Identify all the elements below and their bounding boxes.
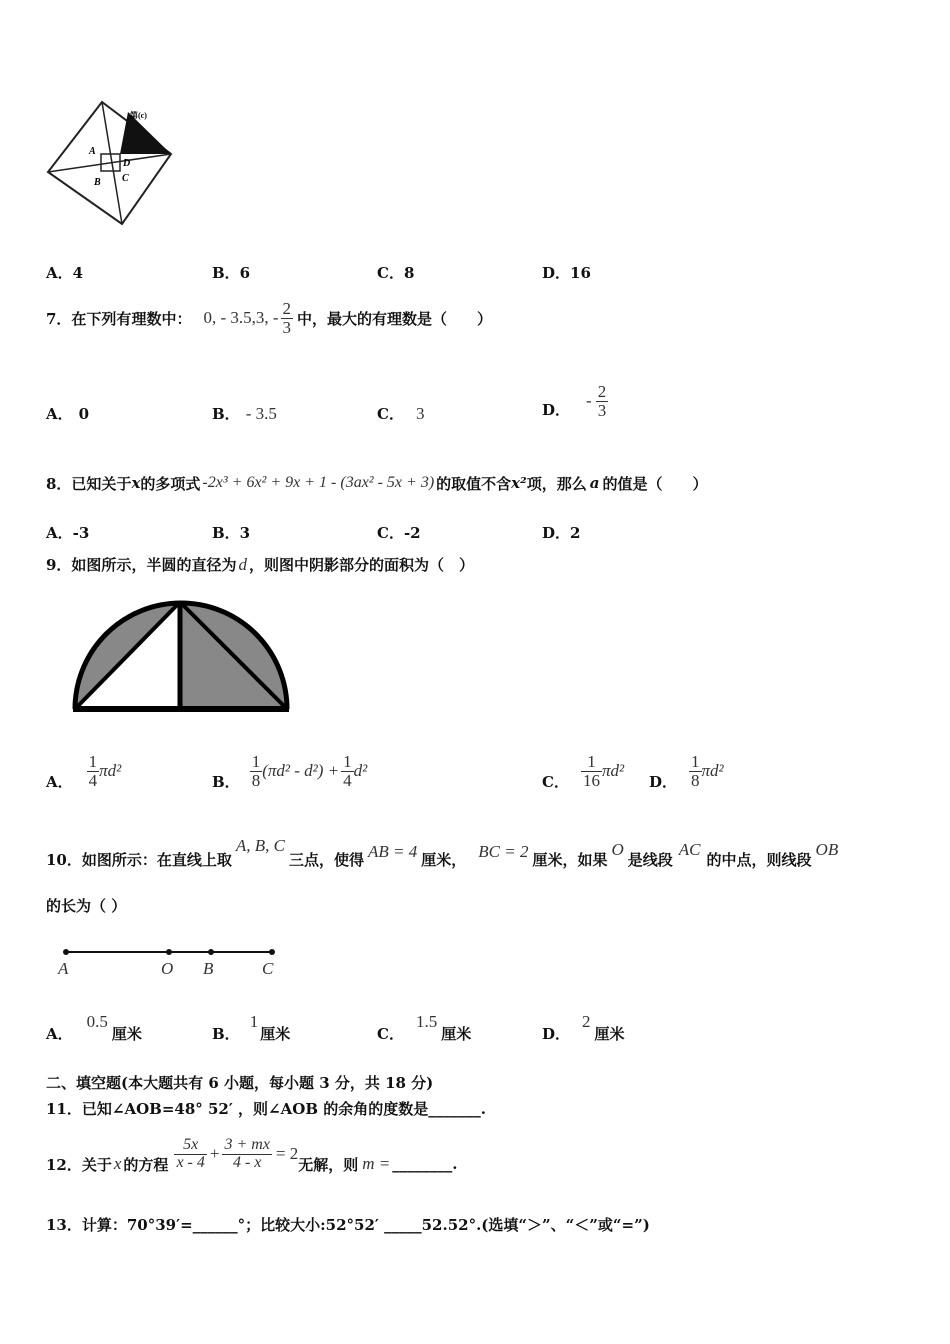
q10-ab: AB = 4 bbox=[368, 842, 418, 861]
label-c: C bbox=[122, 173, 129, 184]
q9-c-fraction bbox=[581, 753, 602, 790]
question-12 bbox=[46, 1130, 458, 1178]
q9-b-denominator2: 4 bbox=[343, 770, 352, 790]
q10-o: O bbox=[611, 840, 624, 859]
q9-c-label: C． bbox=[542, 772, 569, 791]
diagonal-line bbox=[48, 154, 171, 172]
q7-number-list: 0, - 3.5,3, - bbox=[203, 308, 279, 327]
q7-b-value: - 3.5 bbox=[245, 404, 277, 423]
q8-variable-x: x bbox=[131, 474, 141, 492]
q10-option-b bbox=[212, 1012, 290, 1044]
semicircle-figure bbox=[68, 592, 296, 718]
q8-variable-a: a bbox=[589, 474, 600, 492]
q9-b-fraction1 bbox=[250, 753, 263, 790]
point-a bbox=[63, 949, 69, 955]
q10-t1: 10．如图所示：在直线上取 bbox=[46, 851, 232, 869]
q12-fraction2 bbox=[222, 1137, 271, 1172]
q12-f2-numerator: 3 + mx bbox=[224, 1135, 270, 1153]
label-point-o: O bbox=[161, 959, 174, 978]
q9-b-denominator1: 8 bbox=[251, 770, 261, 790]
q7-d-label: D． bbox=[542, 400, 571, 419]
square-diagram-figure bbox=[44, 98, 179, 228]
figure-top-label: 第(c) bbox=[130, 111, 147, 120]
q10-t3: 厘米， bbox=[421, 851, 467, 869]
q7-b-label: B． bbox=[212, 405, 240, 423]
q10-a-label: A． bbox=[46, 1025, 73, 1043]
q8-option-c: C．-2 bbox=[377, 524, 421, 542]
q10-d-label: D． bbox=[542, 1025, 571, 1043]
q7-d-fraction bbox=[596, 383, 609, 420]
q10-line2: 的长为（ ） bbox=[46, 897, 127, 915]
q12-t1: 12．关于 bbox=[46, 1155, 112, 1174]
q8-option-b: B．3 bbox=[212, 524, 251, 542]
q7-prefix: 7．在下列有理数中： bbox=[46, 309, 192, 328]
q9-c-numerator: 1 bbox=[581, 753, 602, 772]
q10-d-unit: 厘米 bbox=[594, 1025, 625, 1043]
q9-a-denominator: 4 bbox=[88, 770, 98, 790]
q10-c-unit: 厘米 bbox=[441, 1025, 472, 1043]
q7-d-numerator: 2 bbox=[597, 381, 607, 401]
q10-b-label: B． bbox=[212, 1025, 240, 1043]
q10-ac: AC bbox=[678, 840, 701, 859]
label-a: A bbox=[89, 146, 96, 157]
q10-a-unit: 厘米 bbox=[111, 1025, 142, 1043]
question-13: 13．计算：70°39′=______°；比较大小:52°52′ _____52.52°.(选填“＞”、“＜”或“=”) bbox=[46, 1216, 650, 1234]
q9-a-numerator: 1 bbox=[88, 751, 98, 771]
q8-polynomial: -2x³ + 6x² + 9x + 1 - (3ax² - 5x + 3) bbox=[202, 474, 435, 491]
q7-option-c bbox=[377, 403, 424, 424]
q10-points: A, B, C bbox=[235, 836, 285, 855]
q9-d-fraction bbox=[689, 753, 702, 790]
q9-b-numerator2: 1 bbox=[343, 751, 352, 771]
q9-option-a bbox=[46, 748, 121, 794]
q12-fraction1 bbox=[174, 1137, 206, 1172]
q10-ob: OB bbox=[815, 840, 839, 859]
q7-option-b bbox=[212, 403, 277, 424]
q10-c-value: 1.5 bbox=[415, 1012, 438, 1031]
point-b bbox=[208, 949, 214, 955]
q10-option-d bbox=[542, 1012, 625, 1044]
q9-b-tail: d² bbox=[353, 761, 368, 780]
q7-a-value: 0 bbox=[78, 405, 90, 423]
q9-a-label: A． bbox=[46, 772, 73, 791]
q9-text1: 9．如图所示，半圆的直径为 bbox=[46, 556, 237, 574]
q9-option-b bbox=[212, 748, 367, 794]
q9-b-fraction2 bbox=[341, 753, 354, 790]
q10-option-c bbox=[377, 1012, 471, 1044]
label-point-b: B bbox=[203, 959, 214, 978]
q9-text2: ，则图中阴影部分的面积为（ ） bbox=[248, 556, 474, 574]
q10-d-value: 2 bbox=[582, 1012, 591, 1031]
q10-a-value: 0.5 bbox=[86, 1012, 108, 1031]
q12-variable-x: x bbox=[113, 1154, 122, 1173]
q8-option-d: D．2 bbox=[542, 524, 581, 542]
label-point-a: A bbox=[58, 959, 69, 978]
q7-frac-denominator: 3 bbox=[282, 317, 292, 337]
section-2-heading: 二、填空题(本大题共有 6 小题，每小题 3 分，共 18 分) bbox=[46, 1074, 434, 1092]
q6-option-d: D．16 bbox=[542, 264, 591, 282]
q9-a-expr: πd² bbox=[99, 761, 122, 780]
question-9 bbox=[46, 554, 474, 575]
q8-prefix: 8．已知关于 bbox=[46, 474, 132, 493]
q10-t2: 三点，使得 bbox=[289, 851, 365, 869]
q12-f2-denominator: 4 - x bbox=[232, 1153, 262, 1171]
q12-variable-m: m = bbox=[362, 1154, 391, 1173]
q12-f1-denominator: x - 4 bbox=[176, 1153, 205, 1171]
q10-t6: 的中点，则线段 bbox=[706, 851, 812, 869]
q7-d-denominator: 3 bbox=[597, 400, 607, 420]
q9-d-label: D． bbox=[649, 772, 678, 791]
q9-variable-d: d bbox=[238, 555, 247, 574]
q7-option-a bbox=[46, 403, 89, 424]
q10-c-label: C． bbox=[377, 1025, 404, 1043]
q9-a-fraction bbox=[87, 753, 100, 790]
question-10 bbox=[46, 830, 838, 870]
line-segment-figure bbox=[52, 942, 284, 982]
q7-frac-numerator: 2 bbox=[282, 298, 292, 318]
q9-b-expr: (πd² - d²) + bbox=[262, 761, 340, 780]
question-8 bbox=[46, 463, 707, 503]
q8-x-squared: x² bbox=[511, 474, 527, 492]
q7-c-value: 3 bbox=[415, 404, 425, 423]
q9-c-denominator: 16 bbox=[582, 770, 600, 790]
q7-a-label: A． bbox=[46, 405, 73, 423]
q8-mid: 的多项式 bbox=[140, 474, 201, 493]
q9-option-d bbox=[649, 748, 724, 794]
q10-b-unit: 厘米 bbox=[260, 1025, 291, 1043]
q10-b-value: 1 bbox=[249, 1012, 259, 1031]
question-7 bbox=[46, 296, 492, 340]
q10-bc: BC = 2 bbox=[478, 842, 529, 861]
q6-option-a: A．4 bbox=[46, 264, 84, 282]
q8-tail1: 的取值不含 bbox=[436, 474, 512, 493]
q6-option-c: C．8 bbox=[377, 264, 415, 282]
q10-option-a bbox=[46, 1012, 142, 1044]
label-d: D bbox=[123, 158, 131, 169]
q9-option-c bbox=[542, 748, 624, 794]
q8-option-a: A．-3 bbox=[46, 524, 90, 542]
q6-option-b: B．6 bbox=[212, 264, 251, 282]
q9-d-denominator: 8 bbox=[691, 770, 700, 790]
q9-d-expr: πd² bbox=[701, 761, 724, 780]
q7-suffix: 中，最大的有理数是（ ） bbox=[297, 309, 493, 328]
q9-c-expr: πd² bbox=[601, 761, 625, 780]
q12-blank[interactable]: ________. bbox=[392, 1155, 458, 1173]
label-point-c: C bbox=[262, 959, 274, 978]
q12-t3: 无解，则 bbox=[298, 1155, 359, 1174]
q12-plus: + bbox=[209, 1144, 220, 1163]
question-11: 11．已知∠AOB=48° 52′ ，则∠AOB 的余角的度数是_______. bbox=[46, 1100, 486, 1118]
q7-c-label: C． bbox=[377, 405, 404, 423]
point-c bbox=[269, 949, 275, 955]
q12-t2: 的方程 bbox=[123, 1155, 169, 1174]
q8-tail2: 项，那么 bbox=[526, 474, 587, 493]
point-o bbox=[166, 949, 172, 955]
q8-tail3: 的值是（ ） bbox=[602, 474, 708, 493]
q9-d-numerator: 1 bbox=[691, 751, 700, 771]
q7-fraction bbox=[281, 300, 294, 337]
q9-b-label: B． bbox=[212, 772, 240, 791]
q12-f1-numerator: 5x bbox=[174, 1137, 206, 1155]
q7-d-sign: - bbox=[586, 391, 592, 410]
q9-b-numerator1: 1 bbox=[251, 751, 261, 771]
label-b: B bbox=[94, 177, 101, 188]
q7-option-d bbox=[542, 378, 608, 424]
q10-t5: 是线段 bbox=[627, 851, 673, 869]
q10-t4: 厘米，如果 bbox=[532, 851, 608, 869]
q12-equals: = 2 bbox=[275, 1144, 299, 1163]
